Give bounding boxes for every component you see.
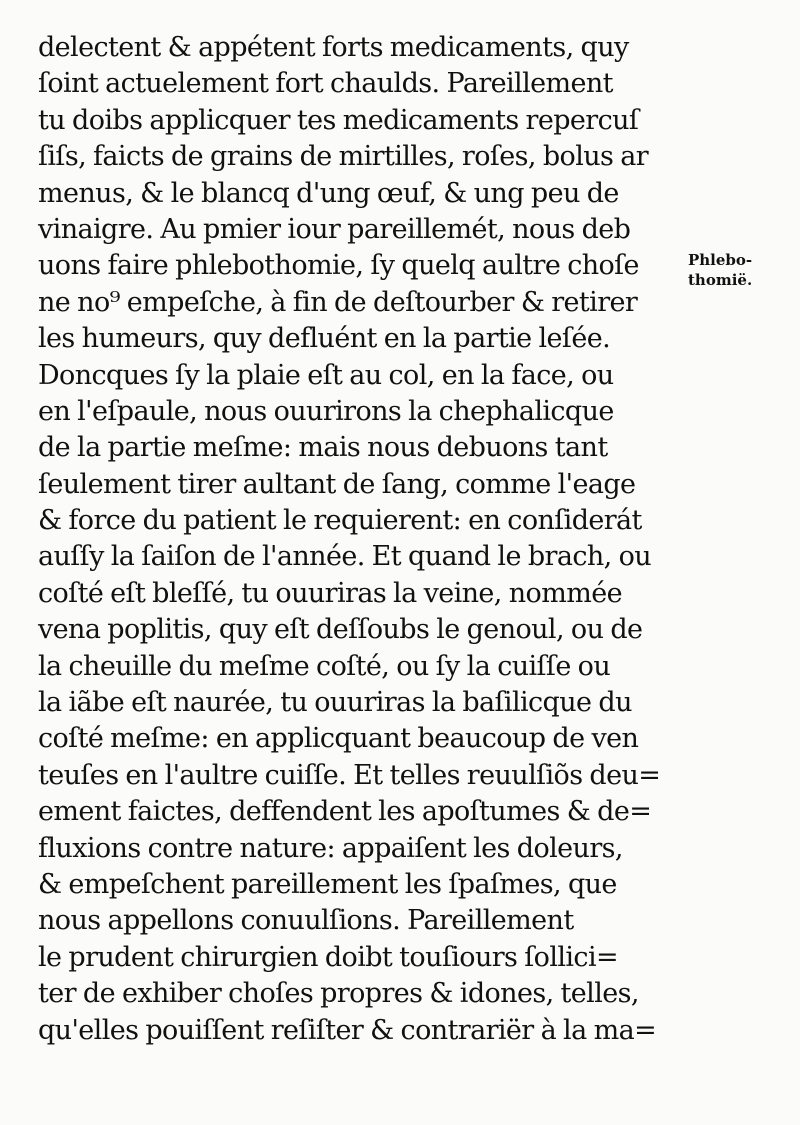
text-line: le prudent chirurgien doibt touſiours ſollici= xyxy=(38,941,619,973)
text-line: ne no⁹ empeſche, à fin de deſtourber & retirer xyxy=(38,286,638,318)
text-line: de la partie meſme: mais nous debuons tant xyxy=(38,432,608,464)
text-line: menus, & le blancq d'ung œuf, & ung peu de xyxy=(38,177,619,209)
text-line: Doncques ſy la plaie eſt au col, en la face, ou xyxy=(38,359,614,391)
text-line: qu'elles pouiſſent reſiſter & contrariër à la ma= xyxy=(38,1014,657,1046)
text-line: ſiſs, faicts de grains de mirtilles, roſes, bolus ar xyxy=(38,141,649,173)
text-line: auſſy la ſaiſon de l'année. Et quand le brach, ou xyxy=(38,541,652,573)
text-line: delectent & appétent forts medicaments, quy xyxy=(38,32,629,63)
margin-note-line: Phlebo- xyxy=(688,251,753,269)
text-line: les humeurs, quy defluént en la partie leſée. xyxy=(38,323,611,355)
text-line: ter de exhiber choſes propres & idones, telles, xyxy=(38,978,639,1010)
text-line: ſeulement tirer aultant de ſang, comme l'eage xyxy=(38,468,636,500)
text-line: la iãbe eſt naurée, tu ouuriras la baſilicque du xyxy=(38,687,632,719)
margin-note xyxy=(688,250,788,290)
text-line: uons faire phlebothomie, ſy quelq aultre choſe xyxy=(38,250,639,282)
text-line: coſté eſt bleſſé, tu ouuriras la veine, nommée xyxy=(38,577,622,609)
text-line: en l'eſpaule, nous ouurirons la chephalicque xyxy=(38,395,614,427)
body-text xyxy=(38,30,690,1049)
show-through-smudge xyxy=(712,620,716,638)
text-line: teuſes en l'aultre cuiſſe. Et telles reuulſiõs deu= xyxy=(38,759,661,791)
text-line: & force du patient le requierent: en conſiderát xyxy=(38,505,642,537)
text-line: la cheuille du meſme coſté, ou ſy la cuiſſe ou xyxy=(38,650,611,682)
text-line: tu doibs applicquer tes medicaments repercuſ xyxy=(38,104,639,136)
margin-note-line: thomië. xyxy=(688,271,753,289)
text-line: ement faictes, deffendent les apoſtumes & de= xyxy=(38,796,652,828)
text-line: & empeſchent pareillement les ſpaſmes, que xyxy=(38,868,617,900)
show-through-smudge xyxy=(712,150,716,168)
text-line: vinaigre. Au pmier iour pareillemét, nous deb xyxy=(38,213,631,245)
text-line: fluxions contre nature: appaiſent les doleurs, xyxy=(38,832,623,864)
text-line: nous appellons conuulſions. Pareillement xyxy=(38,905,574,937)
text-line: ſoint actuelement fort chaulds. Pareillement xyxy=(38,68,613,100)
text-line: coſté meſme: en applicquant beaucoup de ven xyxy=(38,723,639,755)
text-line: vena poplitis, quy eſt deſſoubs le genoul, ou de xyxy=(38,614,643,646)
